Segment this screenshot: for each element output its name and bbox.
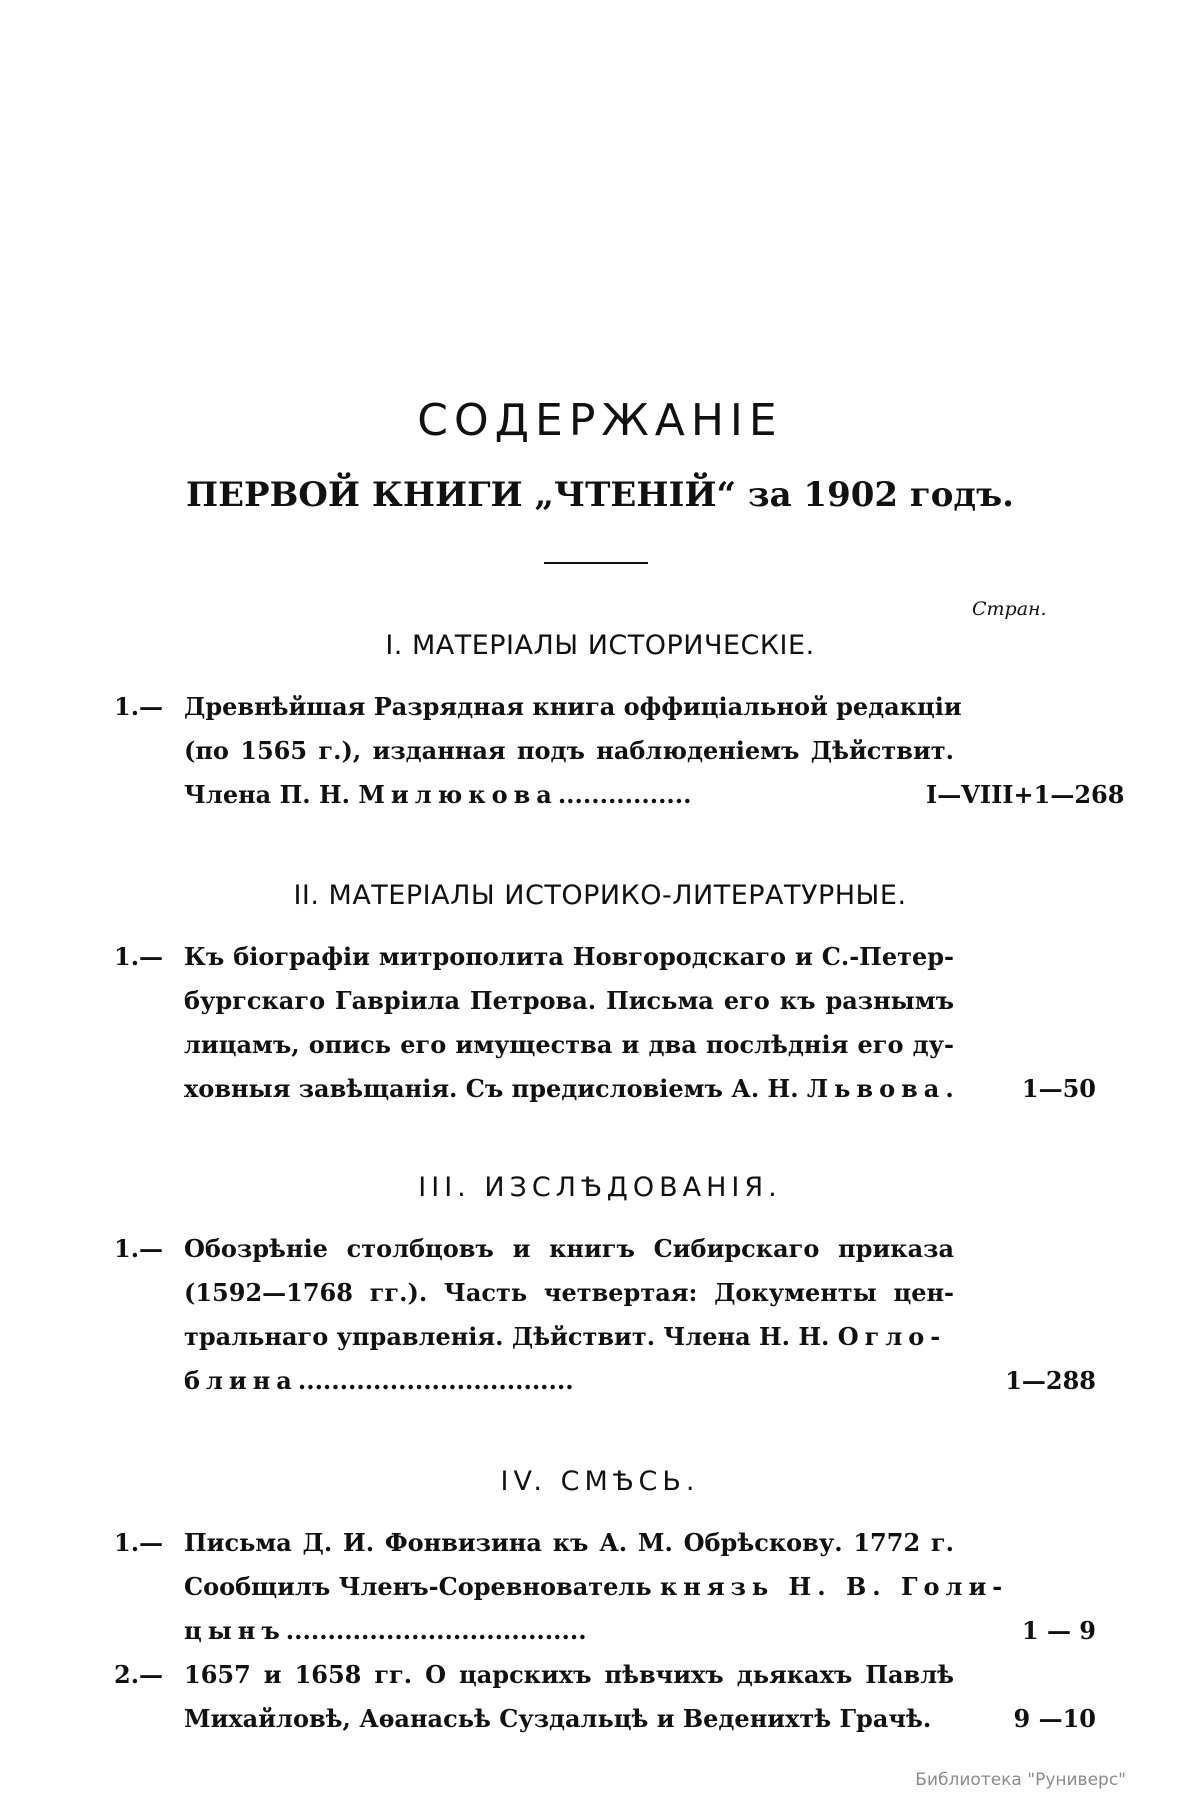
entry-line: Обозрѣніе столбцовъ и книгъ Сибирскаго приказа	[184, 1234, 954, 1263]
entry-text: тральнаго управленія. Дѣйствит. Члена Н. Н.	[184, 1322, 838, 1351]
entry-pages: I—VIII+1—268	[926, 780, 1125, 809]
entry-line	[184, 1322, 954, 1351]
entry-line	[184, 1616, 954, 1645]
author-name: князь Н. В. Голи-	[659, 1572, 1009, 1601]
entry-line	[184, 1074, 960, 1103]
author-name: блина	[184, 1366, 298, 1395]
author-name: Огло-	[837, 1322, 947, 1351]
entry-pages: 1—50	[1021, 1074, 1096, 1103]
entry-line: Древнѣйшая Разрядная книга оффиціальной редакціи	[184, 692, 962, 721]
section-heading-3: III. ИЗСЛѢДОВАНІЯ.	[418, 1172, 782, 1203]
section-heading-2: II. МАТЕРІАЛЫ ИСТОРИКО-ЛИТЕРАТУРНЫЕ.	[293, 880, 907, 911]
entry-text: Членa П. Н.	[184, 780, 359, 809]
page-subtitle: ПЕРВОЙ КНИГИ „ЧТЕНІЙ“ за 1902 годъ.	[185, 475, 1014, 515]
section-heading-4: IV. СМѢСЬ.	[500, 1466, 700, 1497]
author-name: Милюкова	[358, 780, 558, 809]
entry-line: бургскаго Гавріила Петрова. Письма его къ разнымъ	[184, 986, 954, 1015]
leader-dots: ....................................	[285, 1616, 587, 1645]
entry-number: 1.—	[114, 1234, 164, 1263]
entry-line: Къ біографіи митрополита Новгородскаго и С.-Петер-	[184, 942, 954, 971]
entry-pages: 1 — 9	[1021, 1616, 1096, 1645]
leader-dots: ................	[557, 780, 692, 809]
pages-column-label: Стран.	[972, 598, 1047, 620]
entry-number: 1.—	[114, 1528, 164, 1557]
entry-line: (1592—1768 гг.). Часть четвертая: Документы цен-	[184, 1278, 954, 1307]
entry-number: 1.—	[114, 692, 164, 721]
entry-pages: 9 —10	[1013, 1704, 1096, 1733]
entry-line: 1657 и 1658 гг. О царскихъ пѣвчихъ дьякахъ Павлѣ	[184, 1660, 954, 1689]
title-divider	[544, 562, 648, 564]
page-title: СОДЕРЖАНІЕ	[417, 395, 783, 446]
entry-number: 1.—	[114, 942, 164, 971]
entry-line: (по 1565 г.), изданная подъ наблюденіемъ Дѣйствит.	[184, 736, 954, 765]
leader-dots: .................................	[297, 1366, 574, 1395]
entry-text: Сообщилъ Членъ-Соревнователь	[184, 1572, 660, 1601]
entry-text: ховныя завѣщанія. Съ предисловіемъ А. Н.	[184, 1074, 807, 1103]
author-name: Львова.	[806, 1074, 960, 1103]
entry-number: 2.—	[114, 1660, 164, 1689]
author-name: цынъ	[184, 1616, 286, 1645]
entry-line	[184, 1366, 954, 1395]
entry-line: лицамъ, опись его имущества и два послѣднія его ду-	[184, 1030, 954, 1059]
watermark: Библиотека "Руниверс"	[915, 1770, 1126, 1790]
entry-line	[184, 780, 954, 809]
entry-line: Михайловѣ, Аѳанасьѣ Суздальцѣ и Веденихтѣ Грачѣ.	[184, 1704, 932, 1733]
section-heading-1: I. МАТЕРІАЛЫ ИСТОРИЧЕСКІЕ.	[385, 630, 815, 661]
entry-line	[184, 1572, 1009, 1601]
entry-line: Письма Д. И. Фонвизина къ А. М. Обрѣскову. 1772 г.	[184, 1528, 954, 1557]
entry-pages: 1—288	[1005, 1366, 1096, 1395]
